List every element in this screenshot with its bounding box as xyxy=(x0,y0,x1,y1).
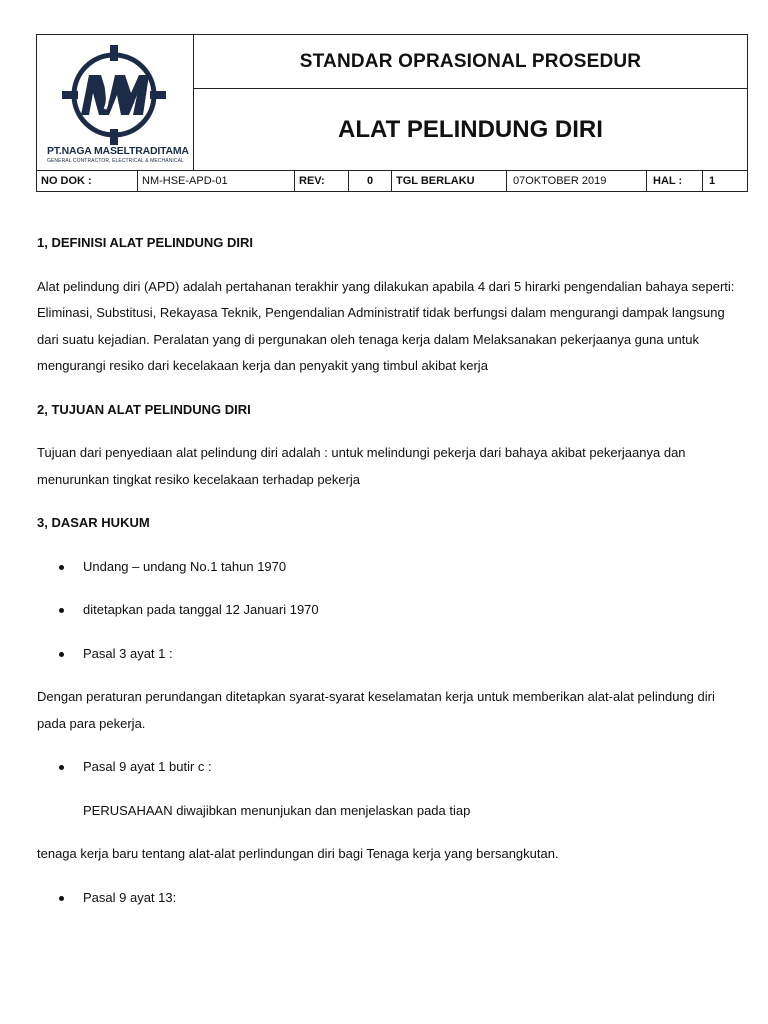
list-item: Undang – undang No.1 tahun 1970 xyxy=(37,554,737,581)
no-dok-label: NO DOK : xyxy=(37,171,138,191)
list-item: Pasal 9 ayat 1 butir c : xyxy=(37,754,737,781)
tgl-berlaku-value: 07OKTOBER 2019 xyxy=(507,171,647,191)
no-dok-value: NM-HSE-APD-01 xyxy=(138,171,295,191)
rev-value: 0 xyxy=(349,171,392,191)
hal-value: 1 xyxy=(709,175,716,187)
document-body xyxy=(37,230,737,928)
section-heading-dasar-hukum: 3, DASAR HUKUM xyxy=(37,515,150,530)
company-name: PT.NAGA MASELTRADITAMA xyxy=(47,145,189,157)
paragraph-definisi: Alat pelindung diri (APD) adalah pertahanan terakhir yang dilakukan apabila 4 dari 5 hirarki pengendalian bahaya seperti: Eliminasi, Substitusi, Rekayasa Teknik, Pengendalian Administratif tidak berfungsi dalam mengurangi dampak langsung dari suatu kejadian. Peralatan yang di pergunakan oleh tenaga kerja dalam Melaksanakan pekerjaanya guna untuk mengurangi resiko dari kecelakaan kerja dan penyakit yang timbul akibat kerja xyxy=(37,278,735,373)
tgl-berlaku-label: TGL BERLAKU xyxy=(392,171,507,191)
paragraph-pasal-3: Dengan peraturan perundangan ditetapkan syarat-syarat keselamatan kerja untuk memberikan alat-alat pelindung diri pada para pekerja. xyxy=(37,689,715,731)
list-item: Pasal 3 ayat 1 : xyxy=(37,641,737,668)
section-heading-tujuan: 2, TUJUAN ALAT PELINDUNG DIRI xyxy=(37,401,251,417)
list-item: Pasal 9 ayat 13: xyxy=(37,885,737,912)
hal-label: HAL : xyxy=(647,171,703,191)
document-subtitle: ALAT PELINDUNG DIRI xyxy=(338,115,603,143)
paragraph-tujuan: Tujuan dari penyediaan alat pelindung diri adalah : untuk melindungi pekerja dari bahaya akibat pekerjaanya dan menurunkan tingkat resiko kecelakaan terhadap pekerja xyxy=(37,445,686,487)
document-title: STANDAR OPRASIONAL PROSEDUR xyxy=(194,35,747,89)
list-item: ditetapkan pada tanggal 12 Januari 1970 xyxy=(37,597,737,624)
company-logo-icon xyxy=(59,43,169,149)
paragraph-pasal-9: tenaga kerja baru tentang alat-alat perlindungan diri bagi Tenaga kerja yang bersangkutan. xyxy=(37,846,559,861)
company-logo-cell xyxy=(37,35,194,170)
document-meta-row xyxy=(37,170,747,191)
section-heading-definisi: 1, DEFINISI ALAT PELINDUNG DIRI xyxy=(37,235,253,250)
indented-line: PERUSAHAAN diwajibkan menunjukan dan menjelaskan pada tiap xyxy=(83,802,471,818)
company-tagline: GENERAL CONTRACTOR, ELECTRICAL & MECHANICAL xyxy=(47,158,184,164)
rev-label: REV: xyxy=(295,171,349,191)
sop-header-table xyxy=(36,34,748,192)
